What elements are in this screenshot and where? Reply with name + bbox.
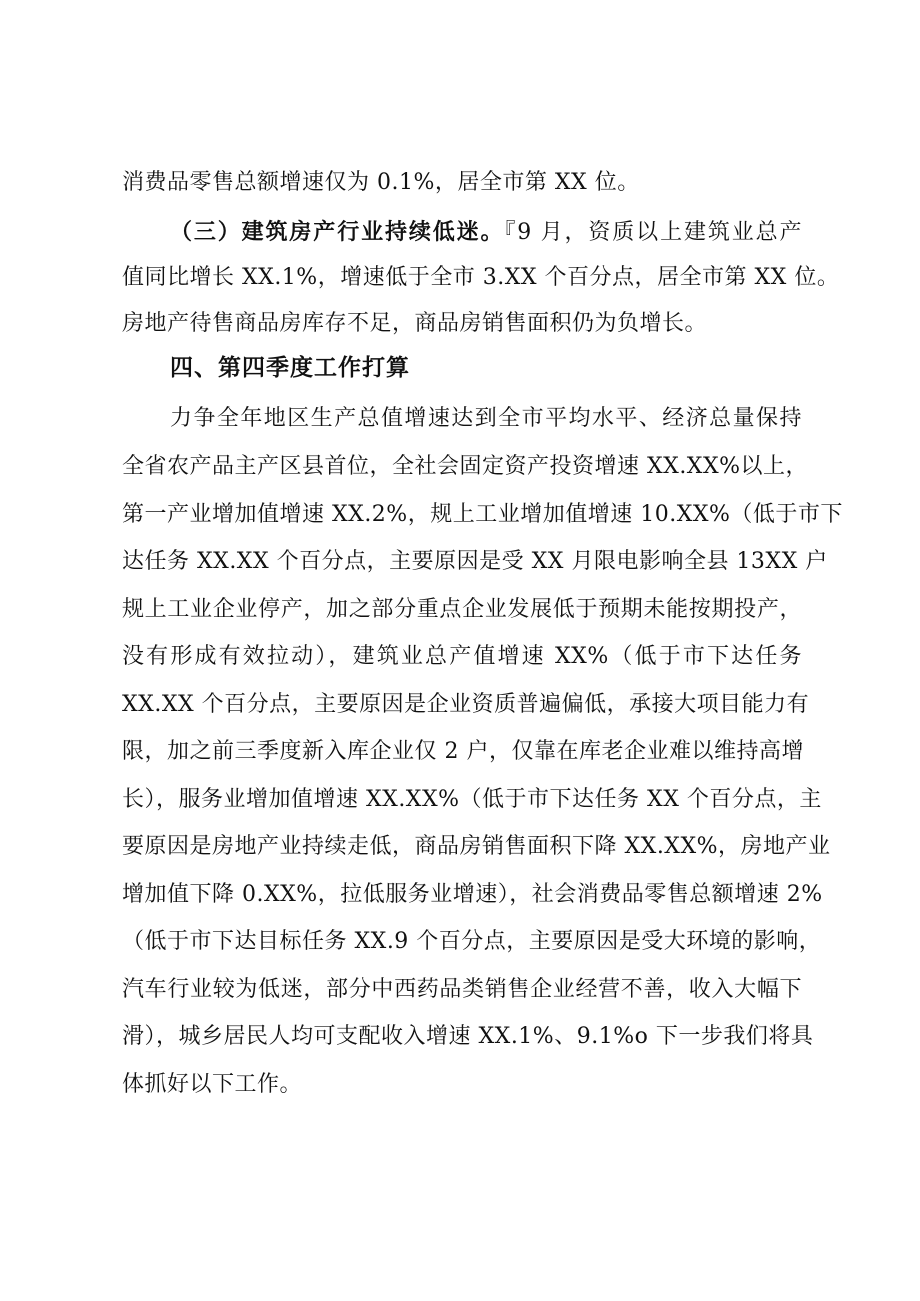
section-four-line: XX.XX 个百分点，主要原因是企业资质普遍偏低，承接大项目能力有: [122, 692, 810, 717]
section-four-line: （低于市下达目标任务 XX.9 个百分点，主要原因是受大环境的影响，: [122, 929, 822, 954]
section-four-line: 限，加之前三季度新入库企业仅 2 户，仅靠在库老企业难以维持高增: [122, 739, 804, 764]
section-four-line: 力争全年地区生产总值增速达到全市平均水平、经济总量保持: [170, 406, 802, 431]
section-three-line3: 房地产待售商品房库存不足，商品房销售面积仍为负增长。: [122, 311, 708, 336]
continuation-line: 消费品零售总额增速仅为 0.1%，居全市第 XX 位。: [122, 170, 640, 195]
section-four-line: 规上工业企业停产，加之部分重点企业发展低于预期未能按期投产，: [122, 597, 802, 622]
section-three-line2: 值同比增长 XX.1%，增速低于全市 3.XX 个百分点，居全市第 XX 位。: [122, 265, 840, 290]
section-four-line: 要原因是房地产业持续走低，商品房销售面积下降 XX.XX%，房地产业: [122, 834, 831, 859]
section-four-line-last: 体抓好以下工作。: [122, 1072, 303, 1097]
section-four-heading: 四、第四季度工作打算: [170, 355, 410, 381]
section-four-line: 第一产业增加值增速 XX.2%，规上工业增加值增速 10.XX%（低于市下: [122, 502, 843, 527]
section-four-line: 滑），城乡居民人均可支配收入增速 XX.1%、9.1%o 下一步我们将具: [122, 1024, 814, 1049]
section-four-line: 增加值下降 0.XX%，拉低服务业增速），社会消费品零售总额增速 2%: [122, 882, 823, 907]
section-four-line: 达任务 XX.XX 个百分点，主要原因是受 XX 月限电影响全县 13XX 户: [122, 549, 828, 574]
section-three-title: （三）建筑房产行业持续低迷。: [170, 219, 505, 245]
section-four-line: 汽车行业较为低迷，部分中西药品类销售企业经营不善，收入大幅下: [122, 977, 802, 1002]
section-three-first-line: [170, 217, 802, 248]
section-four-line: 全省农产品主产区县首位，全社会固定资产投资增速 XX.XX%以上，: [122, 454, 809, 479]
section-four-line: 没有形成有效拉动），建筑业总产值增速 XX%（低于市下达任务: [122, 644, 802, 669]
section-four-line: 长），服务业增加值增速 XX.XX%（低于市下达任务 XX 个百分点，主: [122, 787, 822, 812]
section-three-line1-rest: 『9 月，资质以上建筑业总产: [504, 220, 802, 245]
